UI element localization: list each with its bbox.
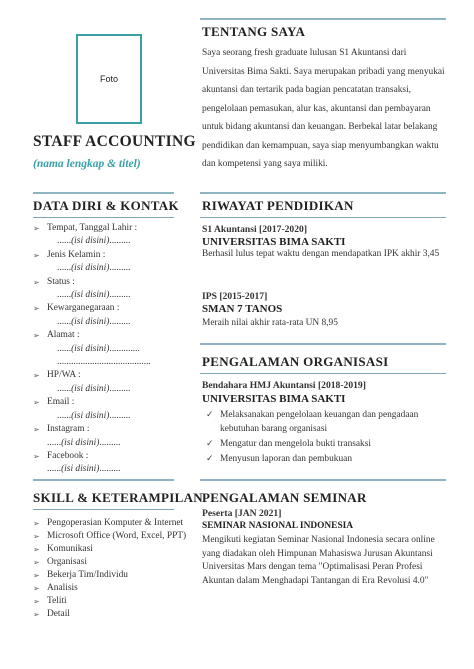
seminar-text: Mengikuti kegiatan Seminar Nasional Indonesia secara online yang diadakan oleh Himpunan Mahasiswa Jurusan Akuntansi Universitas Mars dengan tema "Optimalisasi Peran Profesi Akuntan dalam Menghadapi Tantangan di Era Revolusi 4.0" xyxy=(202,535,435,586)
seminar-name: SEMINAR NASIONAL INDONESIA xyxy=(202,521,354,531)
about-heading: TENTANG SAYA xyxy=(202,24,306,39)
education-school-2: SMAN 7 TANOS xyxy=(202,303,283,315)
job-title: STAFF ACCOUNTING xyxy=(33,133,196,150)
arrow-bullet-icon: ➢ xyxy=(33,224,40,233)
arrow-bullet-icon: ➢ xyxy=(33,451,40,461)
arrow-bullet-icon: ➢ xyxy=(33,545,40,554)
arrow-bullet-icon: ➢ xyxy=(33,398,40,408)
about-top-rule xyxy=(200,18,446,20)
photo-placeholder xyxy=(76,34,142,124)
photo-label: Foto xyxy=(99,74,118,84)
personal-item: ➢ Alamat : ......(isi disini)............. ........................................ xyxy=(33,330,151,368)
skill-item: ➢ Teliti xyxy=(33,596,67,606)
education-period-2: IPS [2015-2017] xyxy=(202,291,268,302)
personal-item: ➢ Jenis Kelamin : ......(isi disini)......... xyxy=(33,249,131,274)
skill-item: ➢ Komunikasi xyxy=(33,544,93,554)
education-underline xyxy=(200,217,446,218)
arrow-bullet-icon: ➢ xyxy=(33,425,40,435)
skill-item: ➢ Pengoperasian Komputer & Internet xyxy=(33,518,184,528)
personal-item: ➢ Email : ......(isi disini)......... xyxy=(33,397,131,421)
arrow-bullet-icon: ➢ xyxy=(33,558,40,567)
organization-role: Bendahara HMJ Akuntansi [2018-2019] xyxy=(202,380,366,391)
right-divider-1 xyxy=(200,192,446,194)
skills-underline xyxy=(33,509,174,510)
education-heading: RIWAYAT PENDIDIKAN xyxy=(202,198,354,213)
left-divider-2 xyxy=(33,479,174,481)
check-icon: ✓ xyxy=(206,439,214,449)
check-icon: ✓ xyxy=(206,410,214,420)
personal-item: ➢ HP/WA : ......(isi disini)......... xyxy=(33,370,131,394)
skill-item: ➢ Analisis xyxy=(33,583,78,593)
left-divider-1 xyxy=(33,192,174,194)
arrow-bullet-icon: ➢ xyxy=(33,532,40,541)
arrow-bullet-icon: ➢ xyxy=(33,571,40,580)
personal-item: ➢ Facebook : ......(isi disini)......... xyxy=(33,450,121,475)
check-icon: ✓ xyxy=(206,454,214,464)
arrow-bullet-icon: ➢ xyxy=(33,610,40,619)
arrow-bullet-icon: ➢ xyxy=(33,304,40,314)
arrow-bullet-icon: ➢ xyxy=(33,331,40,341)
arrow-bullet-icon: ➢ xyxy=(33,584,40,593)
personal-list xyxy=(33,222,183,477)
right-divider-2 xyxy=(200,343,446,345)
skill-item: ➢ Bekerja Tim/Individu xyxy=(33,570,128,580)
right-divider-3 xyxy=(200,479,446,481)
skills-list xyxy=(33,517,193,621)
arrow-bullet-icon: ➢ xyxy=(33,597,40,606)
personal-underline xyxy=(33,217,174,218)
organization-task: ✓ Melaksanakan pengelolaan keuangan dan pengadaan kebutuhan barang organisasi xyxy=(206,410,419,434)
personal-item: ➢ Status : ......(isi disini)......... xyxy=(33,276,131,301)
arrow-bullet-icon: ➢ xyxy=(33,371,40,381)
arrow-bullet-icon: ➢ xyxy=(33,519,40,528)
seminar-role: Peserta [JAN 2021] xyxy=(202,508,282,519)
organization-name: UNIVERSITAS BIMA SAKTI xyxy=(202,393,346,405)
skill-item: ➢ Microsoft Office (Word, Excel, PPT) xyxy=(33,531,187,541)
personal-item: ➢ Kewarganegaraan : ......(isi disini)......... xyxy=(33,303,131,327)
organization-heading: PENGALAMAN ORGANISASI xyxy=(202,354,389,369)
arrow-bullet-icon: ➢ xyxy=(33,250,40,260)
organization-task: ✓ Menyusun laporan dan pembukuan xyxy=(206,454,353,464)
organization-underline xyxy=(200,373,446,374)
name-placeholder: (nama lengkap & titel) xyxy=(33,158,141,170)
about-text: Saya seorang fresh graduate lulusan S1 Akuntansi dari Universitas Bima Sakti. Saya merupakan pribadi yang menyukai akuntansi dan tertarik pada bagian pencatatan transaksi, pengelolaan pemasukan, alur kas, akuntansi dan pembayaran untuk bidang akuntansi dan keuangan. Berbekal latar belakang pendidikan dan kemampuan, saya siap menyumbangkan waktu dan kompetensi yang saya miliki. xyxy=(202,48,445,169)
personal-item: ➢ Instagram : ......(isi disini)......... xyxy=(33,424,121,448)
skill-item: ➢ Detail xyxy=(33,609,70,619)
personal-item: ➢ Tempat, Tanggal Lahir : ......(isi disini)......... xyxy=(33,223,138,247)
personal-heading: DATA DIRI & KONTAK xyxy=(33,198,179,213)
education-school-1: UNIVERSITAS BIMA SAKTI xyxy=(202,236,346,248)
skill-item: ➢ Organisasi xyxy=(33,557,87,567)
organization-task: ✓ Mengatur dan mengelola bukti transaksi xyxy=(206,439,372,449)
arrow-bullet-icon: ➢ xyxy=(33,277,40,287)
education-period-1: S1 Akuntansi [2017-2020] xyxy=(202,224,308,235)
education-detail-2: Meraih nilai akhir rata-rata UN 8,95 xyxy=(202,318,338,328)
seminar-heading: PENGALAMAN SEMINAR xyxy=(202,490,367,505)
education-detail-1: Berhasil lulus tepat waktu dengan mendapatkan IPK akhir 3,45 xyxy=(202,249,440,259)
organization-task-list xyxy=(202,408,442,466)
skills-heading: SKILL & KETERAMPILAN xyxy=(33,490,203,505)
